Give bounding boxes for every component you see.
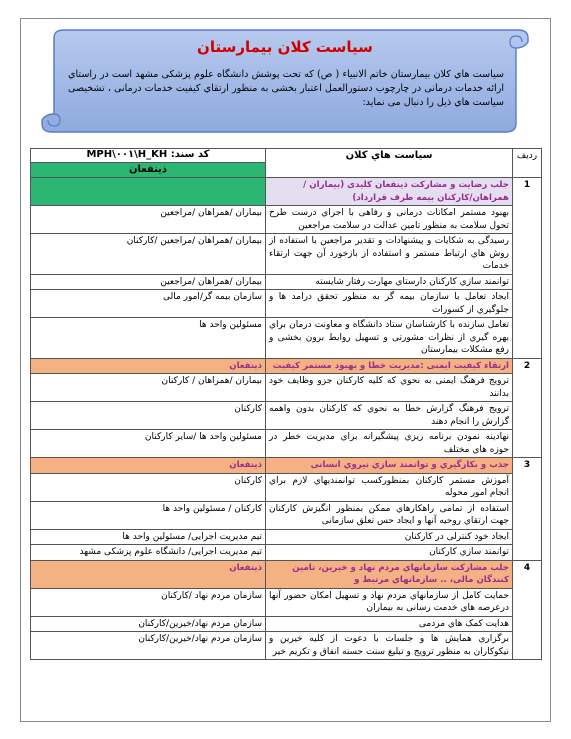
table-row <box>31 529 542 545</box>
stakeholders-cell: سازمان بیمه گر/امور مالی <box>31 290 266 318</box>
section-stakeholders-label: ذینفعان <box>31 560 266 588</box>
table-row <box>31 318 542 359</box>
section-title: جلب مشارکت سازمانهاي مردم نهاد و خیرین، تامین کنندگان مالی، .. سازمانهاي مرتبط و <box>266 560 513 588</box>
policy-cell: آموزش مستمر کارکنان بمنظورکسب توانمندیهاي لازم براي انجام امور محوله <box>266 473 513 501</box>
section-stakeholders-label: ذینفعان <box>31 358 266 374</box>
stakeholders-cell: کارکنان <box>31 473 266 501</box>
policy-cell: ایجاد خود کنترلی در کارکنان <box>266 529 513 545</box>
policy-cell: حمایت کامل از سازمانهاي مردم نهاد و تسهیل امکان حضور آنها درعرصه هاي خدمت رسانی به بیماران <box>266 588 513 616</box>
page-title: سیاست کلان بیمارستان <box>197 38 373 56</box>
stakeholders-cell: کارکنان <box>31 402 266 430</box>
section-row <box>31 178 542 206</box>
policy-cell: ایجاد تعامل با سازمان بیمه گر به منظور تحقق درامد ها و جلوگیري از کسورات <box>266 290 513 318</box>
section-title: ارتقاء کیفیت ایمنی :مدیریت خطا و بهبود مستمر کیفیت <box>266 358 513 374</box>
section-row <box>31 358 542 374</box>
intro-paragraph: سیاست هاي كلان بیمارستان خاتم الانبیاء ( ص) كه تحت پوشش دانشگاه علوم پزشکی مشهد است در راستاي ارائه خدمات درمانی در چارچوب دستورالعمل اعتبار بخشی به منظور ارتقاي کیفیت خدمات درمانی ، تشخیصی سیاست هاي ذیل را دنبال می نماید: <box>68 69 504 108</box>
section-stakeholders-label: ذینفعان <box>31 458 266 474</box>
section-number: 3 <box>513 458 542 561</box>
stakeholders-cell: مسئولین واحد ها /سایر کارکنان <box>31 430 266 458</box>
header-row-number: ردیف <box>513 149 542 178</box>
section-stakeholders-label <box>31 178 266 206</box>
document-code-label: کد سند: <box>170 149 210 160</box>
table-row <box>31 588 542 616</box>
policy-cell: توانمند سازي کارکنان دارستاي مهارت رفتار شایسته <box>266 274 513 290</box>
policy-cell: نهادینه نمودن برنامه ریزي پیشگیرانه براي مدیریت خطر در حوزه هاي مختلف <box>266 430 513 458</box>
section-title: جلب رضایت و مشارکت ذینفعان کلیدی (بیماران /همراهان/کارکنان بیمه طرف قرارداد) <box>266 178 513 206</box>
policy-cell: ترویج فرهنگ ایمنی به نحوي که کلیه کارکنان جزو وظایف خود بدانند <box>266 374 513 402</box>
stakeholders-cell: کارکنان / مسئولین واحد ها <box>31 501 266 529</box>
header-document-code <box>31 149 266 178</box>
policy-cell: برگزاري همایش ها و جلسات با دعوت از کلیه خیرین و نیکوکاران به منظور ترویج و تبلیغ سنت حسنه انفاق و تکریم خیر <box>266 632 513 660</box>
header-policy: سیاست هاي کلان <box>266 149 513 178</box>
table-row <box>31 632 542 660</box>
stakeholders-cell: سازمان مردم نهاد /کارکنان <box>31 588 266 616</box>
section-number: 4 <box>513 560 542 660</box>
section-row <box>31 458 542 474</box>
table-row <box>31 616 542 632</box>
title-scroll-banner <box>40 28 530 140</box>
policy-cell: تعامل سازنده با کارشناسان ستاد دانشگاه و معاونت درمان براي بهره گیري از نظرات مشورتی و تسهیل روابط برون بخشی و رفع مشکلات بیمارستان <box>266 318 513 359</box>
stakeholders-cell: سازمان مردم نهاد/خیرین/کارکنان <box>31 616 266 632</box>
policy-table <box>30 148 542 660</box>
policy-cell: بهبود مستمر امکانات درمانی و رفاهی با اجراي درست طرح تحول سلامت به منظور تامین عدالت در سلامت مراجعین <box>266 206 513 234</box>
table-row <box>31 234 542 275</box>
stakeholders-cell: تیم مدیریت اجرایی/ دانشگاه علوم پزشکی مشهد <box>31 545 266 561</box>
stakeholders-cell: بیماران /همراهان /مراجعین /کارکنان <box>31 234 266 275</box>
section-number: 2 <box>513 358 542 458</box>
table-row <box>31 473 542 501</box>
table-row <box>31 374 542 402</box>
stakeholders-cell: تیم مدیریت اجرایی/ مسئولین واحد ها <box>31 529 266 545</box>
document-code-value: MPH\٠٠١\H_KH <box>86 149 168 160</box>
policy-cell: رسیدگی به شکایات و پیشنهادات و تقدیر مراجعین با استفاده از روش هاي ارتباط مستمر و استفاده از بازخورد آن جهت ارتقاء خدمات <box>266 234 513 275</box>
stakeholders-cell: بیماران /همراهان /مراجعین <box>31 274 266 290</box>
stakeholders-cell: بیماران /همراهان / کارکنان <box>31 374 266 402</box>
section-row <box>31 560 542 588</box>
table-row <box>31 402 542 430</box>
header-stakeholders: ذینفعان <box>31 163 265 178</box>
policy-cell: استفاده از تمامی راهکارهاي ممکن بمنظور انگیزش کارکنان جهت ارتقاي روحیه آنها و ایجاد حس تعلق سازمانی <box>266 501 513 529</box>
section-title: جذب و بکارگیري و توانمند سازي نیروي انسانی <box>266 458 513 474</box>
table-row <box>31 430 542 458</box>
table-row <box>31 501 542 529</box>
table-row <box>31 290 542 318</box>
policy-cell: توانمند سازي کارکنان <box>266 545 513 561</box>
table-row <box>31 274 542 290</box>
table-header-row <box>31 149 542 178</box>
policy-cell: هدایت کمک هاي مردمی <box>266 616 513 632</box>
stakeholders-cell: سازمان مردم نهاد/خیرین/کارکنان <box>31 632 266 660</box>
table-row <box>31 206 542 234</box>
section-number: 1 <box>513 178 542 359</box>
document-code <box>31 149 265 163</box>
stakeholders-cell: بیماران /همراهان /مراجعین <box>31 206 266 234</box>
policy-cell: ترویج فرهنگ گزارش خطا به نحوي که کارکنان بدون واهمه گزارش را انجام دهند <box>266 402 513 430</box>
table-row <box>31 545 542 561</box>
stakeholders-cell: مسئولین واحد ها <box>31 318 266 359</box>
